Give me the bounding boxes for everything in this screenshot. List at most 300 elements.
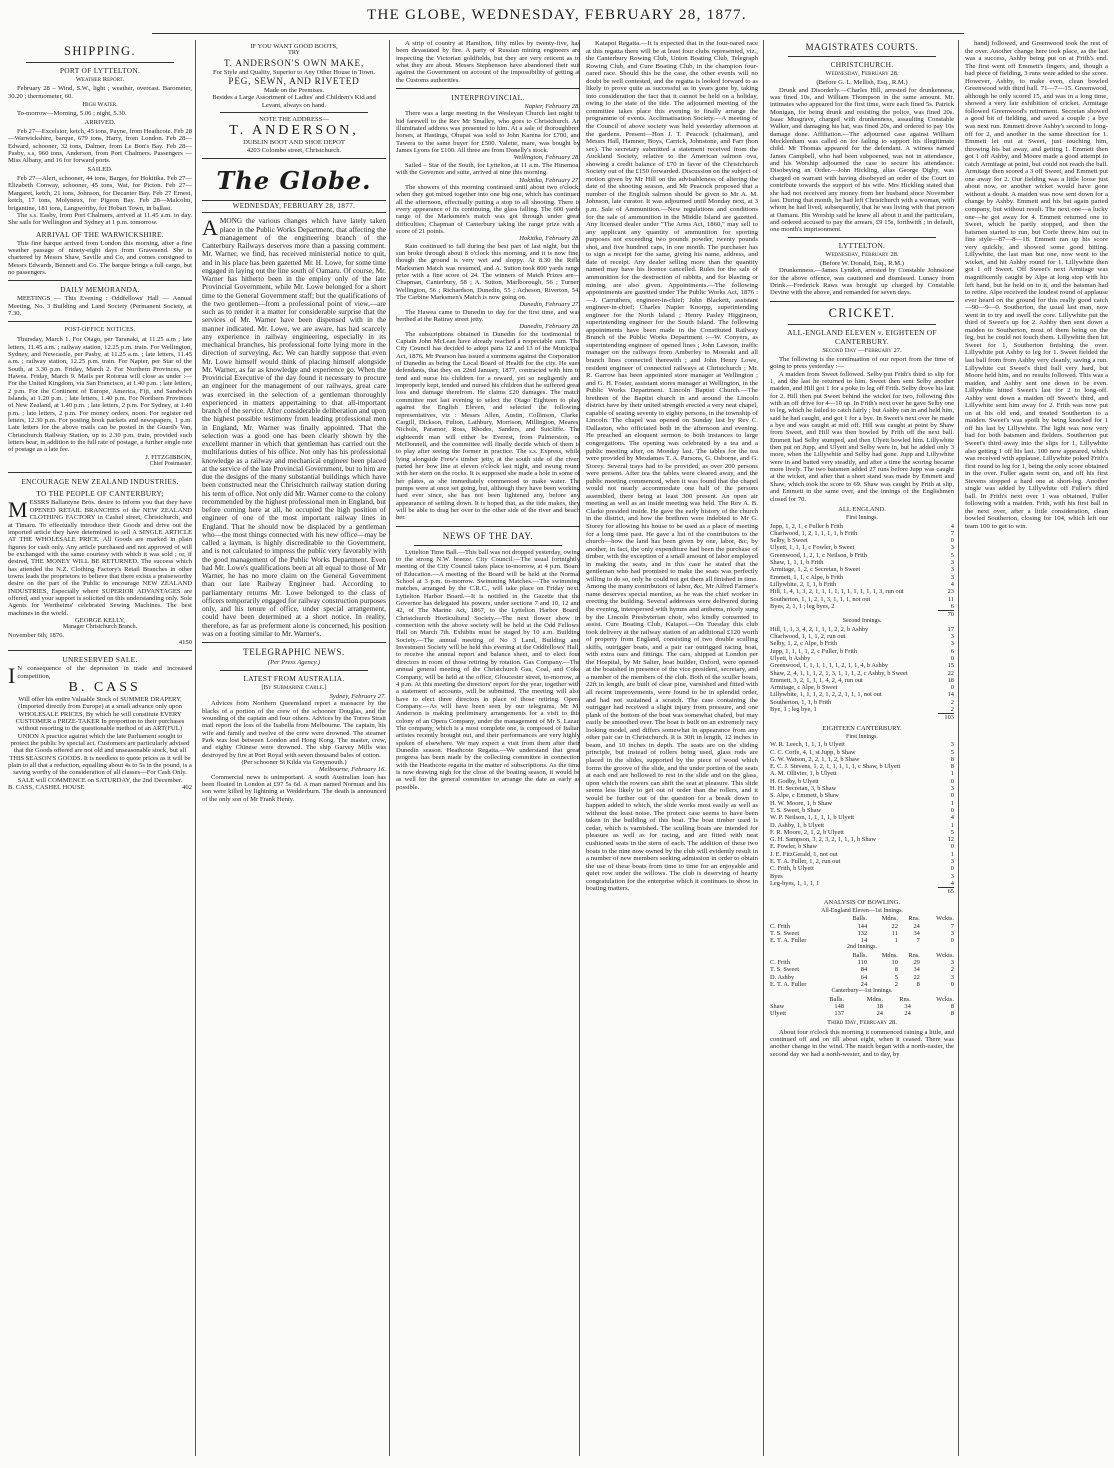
- industries-manager: Manager Christchurch Branch.: [62, 624, 138, 631]
- cricket-report: A maiden from Sweet followed. Selby put Frith's third to slip for 1, and the last he returned to him. Sweet then sent Selby another maiden, and Hill got 1 for a poke to leg off Frith. Selby drove his last for 2. Hill then put Sweet behind the wicket for two, following this with an off drive for 4—10 up. In Frith's next over he gave Selby one to leg, which he failed to catch fairly ; but Ashby ran in and held him, said he had caught, and got 1 for a bye. In Sweet's next over he made a bye and was caught at mid off. Hill was caught at point by Shaw from Sweet, and Hill was then bowled by Frith off the next ball. Emmett had Selby stumped, and then Ulyett bowled him. Lillywhite then put on Jupp, and Ulyett and Selby were in, but he added only 3 more, when the Lillywhite and Selby had gone. Jupp and Lillywhite were in and batted very steadily, and after a time the scoring became more lively. The two batsmen added 27 runs before Jupp was caught at the wicket, and after that a short stand was made by Emmett and Shaw, which took the score to 69. Shaw was caught by Frith at slip, and Emmett in the same over, and the innings of the Englishmen closed for 70.: [770, 370, 954, 503]
- analysis-value: 22: [891, 922, 898, 930]
- boots-ad-line4: For Style and Quality, Superior to Any Other House in Town.: [213, 68, 375, 76]
- score-batsman: D. Ashby, 1, b Ulyett: [770, 821, 825, 829]
- industries-date: November 6th, 1876.: [8, 631, 65, 639]
- analysis-row: [770, 937, 954, 944]
- score-runs: 6: [950, 602, 954, 610]
- analysis-column-header: Balls.: [852, 915, 868, 923]
- score-runs: 1: [950, 799, 954, 807]
- divider: [8, 650, 192, 651]
- analysis-value: 144: [857, 922, 868, 930]
- score-batsman: Charlwood, 1, 2, 1, 1, 1, 1, b Frith: [770, 529, 858, 537]
- third-day-report: About four o'clock this morning it commenced raining a little, and continued off and on till about eight, when it ceased. There was another change in the wind. The match began with a north-easter, the second day we had a north-wester, and to day, by: [770, 1028, 954, 1058]
- analysis-value: 34: [913, 966, 920, 974]
- address-note: NOTE THE ADDRESS—: [259, 116, 329, 124]
- analysis-bowler: Shaw: [770, 1002, 785, 1010]
- canterbury-first-innings-table: [770, 741, 954, 895]
- analysis-value: 24: [876, 1010, 883, 1018]
- score-row: [770, 749, 954, 756]
- editorial-dateline: WEDNESDAY, FEBRUARY 28, 1877.: [202, 200, 386, 213]
- score-row: [770, 559, 954, 566]
- globe-title: The Globe.: [216, 166, 372, 196]
- napier-news: There was a large meeting in the Wesleyan Church last night to bid farewell to the Rev Mr Smalley, who goes to Christchurch. An illuminated address was presented to him. At a sale of thoroughbred horses, at Hastings, Ohupai was sold to John Karena for £700, and Tawera to the same buyer for £500. Valette, mare, was bought by James Lyons for £100. All three are from Donelly's stock.: [396, 110, 580, 155]
- score-runs: 0: [950, 806, 954, 814]
- analysis-value: 3: [950, 929, 954, 937]
- analysis-value: 2: [950, 966, 954, 974]
- analysis-value: 11: [891, 929, 898, 937]
- score-runs: 1: [950, 770, 954, 778]
- score-runs: 0: [950, 865, 954, 873]
- post-office-heading: POST-OFFICE NOTICES.: [64, 327, 136, 334]
- memoranda-heading: DAILY MEMORANDA.: [60, 285, 140, 295]
- masthead-rule: [152, 33, 964, 34]
- score-runs: 5: [950, 551, 954, 559]
- score-runs: 1: [950, 821, 954, 829]
- sailed-heading: SAILED.: [87, 165, 113, 173]
- score-row: [770, 530, 954, 537]
- score-batsman: A. M. Ollivier, 1, b Ulyett: [770, 770, 837, 778]
- score-runs: 5: [950, 748, 954, 756]
- score-row: [770, 792, 954, 799]
- score-batsman: Bye, 1 ; leg bye, 1: [770, 706, 817, 713]
- analysis-value: 148: [834, 1002, 845, 1010]
- score-batsman: [770, 714, 938, 722]
- divider: [414, 545, 562, 546]
- divider: [396, 88, 580, 89]
- analysis-value: 0: [950, 937, 954, 945]
- christchurch-date: Wednesday, February 28.: [825, 70, 899, 77]
- score-batsman: Hill, 1, 1, 3, 4, 2, 1, 1, 1, 2, 2, b Ashby: [770, 625, 869, 633]
- hokitika-news: The showers of this morning continued until about two o'clock, when they got mixed together into one big one, which has continued all the afternoon, effectually putting a stop to all shooting. There is every appearance of its continuing, the glass falling. The 600 yards range of the Marksmen's match was got through under great difficulties; Chapman of Canterbury taking the range prize with a score of 21 points.: [396, 183, 580, 235]
- analysis-row: [770, 1010, 954, 1017]
- score-batsman: Byes: [770, 872, 783, 880]
- boots-ad-line1: IF YOU WANT GOOD BOOTS,: [250, 43, 338, 50]
- score-batsman: Byes, 2, 1, 1 ; leg byes, 2: [770, 602, 835, 610]
- score-row: [770, 552, 954, 559]
- lyttelton-magistrate: (Before W. Donald, Esq., R.M.): [820, 259, 904, 267]
- score-row: [770, 537, 954, 544]
- score-runs: 17: [947, 625, 954, 633]
- warwickshire-article: This fine barque arrived from London this morning, after a fine weather passage of ninety-eight days from Gravesend. She is chartered by Messrs Shaw, Saville and Co, and comes consigned to Messrs Edwards, Bennett and Co. The barque brings a full cargo, but no passengers.: [8, 239, 192, 276]
- australia-heading: LATEST FROM AUSTRALIA.: [243, 673, 345, 683]
- score-batsman: H. Godby, b Ulyett: [770, 777, 819, 785]
- score-runs: 18: [947, 676, 954, 684]
- cass-name: B. CASS: [68, 680, 141, 696]
- interprovincial-heading: INTERPROVINCIAL.: [451, 93, 525, 103]
- score-row: [770, 662, 954, 669]
- cricket-match-title: ALL-ENGLAND ELEVEN v. EIGHTEEN OF CANTERBURY.: [787, 327, 937, 346]
- magistrates-heading: MAGISTRATES COURTS.: [805, 42, 919, 52]
- analysis-value: 137: [834, 1010, 845, 1018]
- all-england-first-innings-table: [770, 523, 954, 619]
- analysis-value: 7: [950, 922, 954, 930]
- warwickshire-heading: ARRIVAL OF THE WARWICKSHIRE.: [35, 229, 165, 239]
- score-batsman: Greenwood, 1, 2, 1, c Neilson, b Frith: [770, 551, 867, 559]
- wellington-dateline: Wellington, February 28.: [513, 154, 580, 162]
- divider: [220, 112, 368, 113]
- score-batsman: Jupp, 1, 1, 1, 1, 2, c Fuller, b Frith: [770, 647, 858, 655]
- sydney-dateline: Sydney, February 27.: [329, 692, 386, 700]
- score-batsman: Ulyett, b Ashby: [770, 654, 811, 662]
- postmaster-signature: J. FITZGIBBON,: [145, 453, 192, 461]
- analysis-canterbury: Canterbury—1st Innings.: [831, 988, 893, 995]
- boots-ad-name: T. ANDERSON'S OWN MAKE,: [223, 57, 365, 68]
- score-batsman: W. R. Leech, 1, 1, 1, b Ulyett: [770, 741, 845, 749]
- post-office-notices: Thursday, March 1. For Otago, per Taranaki, at 11.25 a.m ; late letters, 11.45 a.m. ; railway station, 12.25 p.m. train. For Wellington, Sydney, and Newcastle, per Pasby, at 11.25 a.m. ; late letters, 11.45 a.m. ; railway station, 12.25 p.m. train. For Napier, per Star of the South, at 3.30 p.m. Friday, March 2. For Northern Provinces, per Hawea. Friday, March 9. Mails per Rotorua will close as under :— For the United Kingdom, via San Francisco, at 1.40 p.m. ; late letters, 2 p.m. For the Continent of Europe, America, Fiji, and Sandwich Islands, at 1.20 p.m. ; late letters, 1.40 p.m. For Northern Provinces of New Zealand, at 1.40 p.m. ; late letters, 2 p.m. For Sydney, at 1.40 p.m. ; late letters, 2 p.m. For money orders, noon. For register red letters, 12.30 p.m. For posting book packets and newspapers, 1 p.m. Late letters for the above mails can be posted in the Guard's Van, Christchurch Railway Station, up to 2.30 p.m. train, provided such letters bear, in addition to the full rate of postage, a further single rate of postage as a late fee.: [8, 336, 192, 454]
- analysis-value: 29: [913, 959, 920, 967]
- analysis-value: 8: [950, 1010, 954, 1018]
- christchurch-magistrate: (Before G. L. Mellish, Esq., R.M.): [816, 79, 908, 87]
- score-row: [770, 843, 954, 850]
- analysis-header-blank: [770, 996, 809, 1003]
- score-batsman: Emmett, 3, 2, 1, 1, 1, 4, 2, 4, run out: [770, 676, 863, 684]
- score-row: [770, 888, 954, 896]
- score-batsman: E. C. J. Stevens, 1, 2, 1, 1, 1, 1, 1, c Shaw, b Ulyett: [770, 763, 901, 771]
- anderson-depot: DUBLIN BOOT AND SHOE DEPOT: [243, 139, 345, 147]
- column-1: [8, 40, 192, 1456]
- score-row: [770, 714, 954, 722]
- divider: [8, 472, 192, 473]
- bowling-analysis-table-2: [770, 952, 954, 988]
- analysis-column-header: Wckts.: [936, 915, 954, 923]
- wellington-news: Sailed – Star of the South, for Lyttelton, at 11 a.m. The Hinemoa, with the Governor and suite, arrived at nine this morning.: [396, 161, 580, 177]
- divider: [396, 526, 580, 527]
- analysis-value: 24: [860, 980, 868, 988]
- analysis-row: [770, 959, 954, 966]
- analysis-value: 3: [950, 959, 954, 967]
- weather-heading: Weather Report.: [75, 76, 125, 83]
- score-runs: 3: [950, 566, 954, 574]
- boots-ad-line7: Besides a Large Assortment of Ladies' and Children's Kid and Levant, always on hand.: [212, 94, 376, 109]
- news-of-the-day: Lyttelton Time Ball.—This ball was not dropped yesterday, owing to the strong N.W. breeze. City Council.—The usual fortnightly meeting of the City Council takes place to-morrow, at 4 p.m. Board of Education.—A meeting of the Board will be held at the Normal School at 3 p.m. to-morrow. Swimming Matches.—The swimming matches, arranged by the C.R.C., will take place on Friday next. Lyttelton Harbor Board.—It is notified in the Gazette that the Governor has delegated his powers, under sections 7 and 10, 12 and 42, of The Marine Act, 1867, to the Lyttelton Harbor Board. Christchurch Horticultural Society.—The next flower show in connection with the above society will be held at the Odd Fellows' Hall on March 7th. Exhibits must be staged by 10 a.m. Building Society.—The annual meeting of No 3 Land, Building and Investment Society will be held this evening at the Oddfellows' Hall, to receive the annual report and balance sheet, and to elect four directors in room of those retiring by rotation. Gas Company.—The annual general meeting of the Christchurch Gas, Coal, and Coke Company, will be held at the office, Gloucester street, to-morrow, at 4 p.m. At this meeting the directors' report for the year, together with a statement of accounts, will be submitted. The meeting will also have to elect three directors in place of those retiring. Opera Company.—As will have been seen by our telegrams, Mr M. Anderson is making preliminary arrangements for a visit to this colony of an Opera Company, under the management of Mr S. Lazar. The company, which is a most complete one, is composed of Italian artistes recently brought out, and their performances are very highly spoken of elsewhere. We may expect a visit from them after their Dunedin season. Heathcote Regatta.—We understand that great progress has been made by the collecting committee in connection with the Heathcote regatta in the matter of subscriptions. As the time is now drawing nigh for the close of the boating season, it would be as well for the general committee to arrange the date as early as possible.: [396, 548, 580, 791]
- cass-footer-text: B. CASS, CASHEL HOUSE: [8, 784, 85, 792]
- cricket-heading: CRICKET.: [828, 305, 896, 320]
- analysis-value: 34: [913, 929, 920, 937]
- analysis-value: 8: [916, 980, 920, 988]
- cass-body: Will offer his entire Valuable Stock of SUMMER DRAPERY, (Imported directly from Europe) at a small advance only upon WHOLESALE PRICES, By which he will constitute EVERY CUSTOMER a PRIZE-TAKER In proportion to their purchases without resorting to the questionable method of an ART(FUL) UNION A practice against which the late Parliament sought to protect the public by special act. Customers are particularly advised that the Goods offered are not old and unseasonable stock, but all THIS SEASON'S GOODS. It is needless to quote prices as it will be plain to all that a reduction, equalling about 4s to 5s in the pound, is a saving worthy of the consideration of all classes—For Cash Only. SALE will COMMENCE on SATURDAY, the 2nd December.: [8, 696, 192, 784]
- score-runs: 14: [947, 691, 954, 699]
- analysis-value: 10: [891, 959, 898, 967]
- score-row: [770, 785, 954, 792]
- score-row: [770, 829, 954, 836]
- analysis-value: 2: [894, 980, 898, 988]
- news-of-the-day-heading: NEWS OF THE DAY.: [442, 530, 534, 541]
- lyttelton-court-report: Drunkenness.—James Lyndon, arrested by Constable Johnstone for the above offence, was cautioned and dismissed. Lunacy from Drink.—Frederick Raws was brought up charged by Constable Devine with the above, and remanded for seven days.: [770, 267, 954, 297]
- cricket-intro: The following is the continuation of our report from the time of going to press yesterday :—: [770, 355, 954, 371]
- analysis-bowler: D. Ashby: [770, 973, 795, 981]
- water-heading: High Water.: [82, 101, 118, 109]
- analysis-column-header: Rns.: [908, 915, 920, 923]
- score-batsman: H. W. Moore, 1, b Shaw: [770, 799, 832, 807]
- analysis-value: 24: [904, 1010, 911, 1018]
- score-row: [770, 865, 954, 872]
- score-row: [770, 523, 954, 530]
- score-batsman: Southerton, 1, 1, 2, 1, 3, 1, 1, 1, not out: [770, 595, 871, 603]
- score-batsman: Lillywhite, 2, 1, 1, b Frith: [770, 580, 837, 588]
- score-row: [770, 836, 954, 843]
- divider: [788, 237, 936, 238]
- score-row: [770, 807, 954, 814]
- column-3: [396, 40, 580, 1456]
- score-runs: 3: [950, 858, 954, 866]
- water-report: To-morrow—Morning, 5.06 ; night, 5.30.: [17, 110, 127, 118]
- anderson-name: T. ANDERSON,: [229, 123, 359, 139]
- analysis-value: 18: [876, 1002, 883, 1010]
- column-rule: [763, 40, 764, 1456]
- christchurch-court-report: Drunk and Disorderly.—Charles Hill, arrested for drunkenness, was fined 10s, and William Thompson in the same amount. Mr. intimates who appeared for the first time, were each fined 5s. Patrick Monigan, for being drunk and resisting the police, was fined 20s. Isaac Musgrave, charged with drunkenness, assaulting Constable Walker, and damaging his hat, was fined 20s, and ordered to pay 10s damage done. Affiliation.—The adjourned case against William Mecklenham was called on for failing to support his illegitimate child. Mr Thomas appeared for the defendant. A witness named James Campbell, who had been subpoened, was not in attendance, and his Worship adjourned the case to secure his attendance. Disobeying an Order.—John Hickling, alias George Digby, was charged on warrant with having disobeyed an order of the Court to contribute towards the support of his wife. Mrs Hickling stated that she had not received any money from her husband since November last. During that month, he had left Christchurch with a woman, with whom he had lived, subsequently, that he was living with that person at Oamaru. His Worship said he knew all about it and the particulars, and ordered accused to pay the arrears, £9 15s, forthwith ; in default, one month's imprisonment.: [770, 86, 954, 234]
- analysis-value: 3: [950, 973, 954, 981]
- score-batsman: Shaw, 2, 4, 1, 1, 1, 2, 1, 3, 1, 1, 1, 2, c Ashby, b Sweet: [770, 669, 908, 677]
- analysis-bowler: T. S. Sweet: [770, 966, 799, 974]
- score-batsman: Ulyett, 1, 1, 1, c Fowler, b Sweet: [770, 544, 855, 552]
- analysis-row: [770, 974, 954, 981]
- divider: [220, 670, 368, 671]
- score-runs: 0: [950, 537, 954, 545]
- boots-ad-line2: TRY: [288, 50, 300, 57]
- score-runs: 0: [950, 792, 954, 800]
- divider: [202, 642, 386, 643]
- bowling-analysis-table-1: [770, 915, 954, 944]
- analysis-column-header: Mdns.: [881, 951, 898, 959]
- cass-heading: UNRESERVED SALE.: [62, 655, 138, 665]
- score-runs: 3: [950, 633, 954, 641]
- score-row: [770, 880, 954, 888]
- score-batsman: G. H. Sampson, 3, 2, 3, 2, 1, 1, 1, b Shaw: [770, 836, 876, 844]
- score-runs: 3: [950, 544, 954, 552]
- divider: [26, 62, 174, 63]
- australia-news: Advices from Northern Queensland report a massacre by the blacks of a portion of the crew of the schooner Douglas, and the wounding of the captain and four others. Advices by the Torres Strait mail report the loss of the Isabella from Melbourne. The captain, his wife and family and twelve of the crew were drowned. The steamer Park was lost between London and Hong Kong. The master, crew, and eighty Chinese were drowned. The ship Garvey Mills was destroyed by fire at Port Royal with seven thousand bales of cotton.: [202, 700, 386, 759]
- score-runs: 8: [950, 755, 954, 763]
- column-2: [202, 40, 386, 1456]
- news-of-the-day-continued: Kaiapoi Regatta.—It is expected that in the four-oared race at this regatta there will be at least four clubs represented, viz., the Canterbury Rowing Club, Union Boating Club, Telegraph Rowing Club, and Cure Boating Club, in the champion four-oared race. Should this be the case, the other events will no doubt be well contested, and the regatta is looked forward to as likely to prove quite as successful as in years gone by, taking into consideration the fact that it cannot be held on a holiday, owing to the state of the tide. The adjourned meeting of the committee takes place this evening to finally arrange the programme of events. Acclimatisation Society.—A meeting of the Council of above society was held yesterday afternoon at the gardens. Present—Hon J. T. Peacock (chairman), and Messrs Hall, Hamner, Boys, Carrick, Johnstone, and Farr (hon sec). The secretary submitted a statement received from the Auckland Society, relative to the American salmon ova, showing a credit balance of £70 in favor of the Christchurch Society out of the £150 forwarded. Discussion on the subject of motion given by Mr Hill on the advisableness of altering the date of the shooting season, and Mr Peacock proposed that a number of the English salmon should be given to Mr A. M. Johnson, late curator. It was adjourned until Monday next, at 3 p.m. Sale of Ammunition.—New regulations and conditions for the sale of ammunition in the Middle Island are gazetted. Any licensed dealer under "The Arms Act, 1860," may sell to any applicant any quantity of ammunition for sporting purposes not exceeding two pounds powder, twenty pounds shot, and five hundred caps, in one month. The purchaser has to sign a receipt for the same, giving his name, address, and date of receipt. Any dealer selling more than the quantity named may have his licence cancelled. Rules for the sale of ammunition for the destruction of rabbits, and for blasting or mining, are also given. Appointments.—The following appointments are gazetted under The Public Works Act, 1876 :—J. Carruthers, engineer-in-chief; John Blackett, assistant engineer-in-chief; Charles Napier Knorpp, superintending engineer for the North Island ; Henry Pasley Higginson, superintending engineer for the South Island. The following appointments have been made in the Constituted Railway Branch of the Public Works Department :—W. Conyers, as superintending engineer of opened lines ; John Lawson, traffic manager on the railways from Amberley to Moeraki and all branch lines connected therewith ; and John Henry Lowe, resident engineer of connected railways at Christchurch ; Mr. R. Garrow has been appointed store manager at Wellington ; and G. H. Foster, assistant stores manager at Wellington, in the Public Works Department. Lincoln Baptist Church.—The brethren of the Baptist church in and around the Lincoln district have by their united strength erected a very neat chapel, capable of seating seventy to eighty persons, in the township of Lincoln. The chapel was opened on Sunday last by Rev C. Dallaston, who officiated both in the afternoon and evening. He preached an eloquent sermon to both instances to large congregations. The opening was celebrated by a tea and a public meeting after, on Monday last. The tables for the tea were provided by Mesdames T. A. Parsons, G. Osborne, and G. Storey. Several trays had to be provided, as over 200 persons were present. After tea the tables were cleared away, and the public meeting commenced, when it was found that the chapel would not nearly accommodate one half of the persons assembled, there being at least 300 present. An open air meeting as well as an inside meeting was held. The Rev A. B. Clarke presided inside. He gave the early history of the church in the district, and how the brethren were indebted to Mr G. Storey for allowing his house to be used as a place of meeting for a long time past. He gave a list of the contributors to the church—how the land has been given by one, labor, &c, by another, in fact, the only expenditure had been the purchase of timber, with the exception of a small amount of labor employed in making the seats, and in this case he stated that the gentleman who had promised to make the seats was perfectly willing to do so, only he could not get them all finished in time. Among the many contributors of labor, &c, Mr Alfred Farmer's name deserves special mention, as he was the chief worker in erecting the building. Several addresses were delivered during the evening, interspersed with hymns and anthems, nicely sung by the Lincoln Presbyterian choir, who kindly consented to assist. Cure Boating Club, Kaiapoi.—On Tuesday this club took delivery at the railway station of an additional £120 worth of property from England, consisting of two double sculling skiffs, outrigger boats, and a pair car outrigged racing boat, with extra oars and fittings. The cars, shipped at London per the Hospital, by Mr Salter, boat builder, Oxford, were opened at the boatshed in presence of the vice president, secretary, and a number of the members of the club. Both of the sculler boats, 22ft in length, are built of clear pine, varnished and fitted with all recent improvements, were found to be in splendid order, and had not sustained a scratch. The case containing the outrigger had received a slight injury from pressure, and one plank of the bottom of the boat was somewhat chafed, but may easily be smoothed over. The boat is built on an extremely racy looking model, and differs somewhat in appearance from any other pair car in Christchurch. It is 30ft in length, 12 inches in beam, and 10 inches in depth. The seats are on the sliding principle, but instead of rollers being used, glass rods are placed in the slides, supported by the piece of wood which forms the groove of the slide, and the under portion of the seats at each end are hollowed to rest in the slide and on the glass, upon which the rowers can shift the seat at pleasure. This slide seems less likely to get out of order than the rollers, and it would be further out of the question for a break down to happen added to which, the slide works most easily as well as without the least noise. The protect case seems to have been taken in the building of this boat. The boat timber used is cedar, which is varnished. The sculling boats are intended for pleasure as well as for racing, and are fitted with neat cushioned seats in the stern of each. The addition of these two boats to the nine now owned by the club will evidently result in a number of new members seeking admission in order to obtain the use of these boats from time to time for an enjoyable and quiet row under the willows. The club is deserving of hearty congratulation for the enterprise which it continues to show in boating matters.: [586, 40, 758, 893]
- analysis-row: [770, 923, 954, 930]
- hokitika-dateline-2: Hokitika, February 28.: [519, 235, 580, 243]
- score-row: [770, 691, 954, 698]
- all-england-heading: ALL ENGLAND.: [838, 505, 886, 513]
- score-runs: 1: [950, 850, 954, 858]
- analysis-value: 34: [904, 1002, 911, 1010]
- score-batsman: Southerton, 1, 1, b Frith: [770, 698, 832, 706]
- score-runs: 3: [950, 785, 954, 793]
- score-row: [770, 778, 954, 785]
- score-runs: 103: [938, 714, 954, 722]
- analysis-column-header: Balls.: [829, 995, 845, 1003]
- score-runs: 11: [947, 595, 954, 603]
- boots-ad-line6: Made on the Premises.: [263, 87, 325, 95]
- australia-sub: [By Submarine Cable.]: [261, 683, 327, 691]
- score-row: [770, 822, 954, 829]
- cass-footer: [8, 784, 192, 791]
- score-runs: 4: [950, 879, 954, 887]
- score-row: [770, 633, 954, 640]
- analysis-bowler: E. T. A. Fuller: [770, 937, 807, 945]
- score-row: [770, 603, 954, 611]
- lyttelton-heading: LYTTELTON.: [838, 240, 886, 250]
- analysis-row: [770, 966, 954, 973]
- australia-news-continued: A strip of country at Hamilton, fifty miles by twenty-five, has been devastated by fire. A party of Russian mining engineers are inspecting the Victorian goldfields, but they are very reticent as to what they are about. Messrs Stephenson have abandoned their suit against the Government on account of the impossibility of getting at the Customs authorities.: [396, 40, 580, 84]
- score-runs: 6: [950, 647, 954, 655]
- arrived-list: Feb 27—Excelsior, ketch, 45 tons, Payne, from Heathcote. Feb 28—Warwickshire, barque, 679 tons, Harry, from London. Feb 28—Edward, schooner, 32 tons, Dalmer, from Le Bon's Bay. Feb 28—Pasby, s.s, 960 tons, Anderson, from Port Chalmers. Passengers — Miss Albany, and 16 for forward ports.: [8, 128, 192, 165]
- bowling-analysis-table-3: [770, 996, 954, 1018]
- third-day-heading: Third Day, February 28.: [827, 1019, 897, 1027]
- analysis-column-header: Balls.: [852, 951, 868, 959]
- column-5: [770, 40, 954, 1456]
- analysis-bowler: T. S. Sweet: [770, 929, 799, 937]
- score-batsman: C. Frith, b Ulyett: [770, 865, 814, 873]
- score-row: [770, 706, 954, 714]
- analysis-column-header: Rns.: [899, 995, 911, 1003]
- score-runs: 3: [950, 573, 954, 581]
- telegraphic-heading: TELEGRAPHIC NEWS.: [243, 647, 345, 658]
- analysis-value: 5: [894, 973, 898, 981]
- score-row: [770, 763, 954, 770]
- canterbury-first-innings: First Innings.: [845, 733, 878, 740]
- analysis-column-header: Wckts.: [936, 995, 954, 1003]
- cricket-day: Second Day —February 27.: [822, 346, 902, 354]
- industries-ad-text: [8, 499, 192, 617]
- cricket-report-continued: hand) followed, and Greenwood took the rest of the over. Another change here took place, as the last was a success, Ashby being put on at Frith's end. The first went off Emmett's fingers, and, though a bad piece of fielding, 3 runs were added to the score. However, Ashby, to make even, clean bowled Greenwood with third ball. 71—7—15. Greenwood, although he only scored 15, and was in a long time, showed a very fair exhibition of cricket. Armitage followed Greenwood's retirement. Secretan showed a good bit of fielding, and saved a couple ; a bye was next run. Emmett drove Ashby's second to long-off for 2, and another in the same direction for 1. Emmett let out at Sweet, just touching him, throwing his bat away, and getting 1. Emmett then got 1 off Ashby, and Moore made a good attempt to catch Armitage at point, but could not reach the ball. Armitage then scored a 3 off Sweet, and Emmett put one away for 2. Our fielding was a little loose just about now, or another wicket would have gone without a doubt. A maiden was now sent down for a change by Ashby. Emmett and his bat again parted company, but without result. The next one—a lucky one—he got away for 4. Emmett returned one to Sweet, which he partly stopped, and then the batsmen started to run, but Corfe threw him out in fine style—87—8—18. Emmett ran up his score very quickly, and showed some good hitting. Lillywhite, the last man but one, now went to the wicket, and hit Ashby round for 1. Lillywhite then got 1 off Sweet. Off Sweet's next Armitage was magnificently caught by Alpe at long stop with his left hand, but he held on to it, and the batsman had to retire. Alpe received the loudest round of applause ever heard on the ground for this really good catch—90—9—0. Southerton, the usual last man, now went in to try and swell the core. Lillywhite put the third of Sweet's up for 2. Ashby then sent down a maiden to Southerton, most of them being on the leg, but he could not touch them. Lillywhite then hit Sweet for 1, Southerton finishing the over. Lillywhite put Ashby to leg for 1. Sweet fielded the last ball from from Ashby very cleanly, saving a run. Lillywhite cut Sweet's third ball very hard, but Moore held him, and no results followed. This was a maiden, and Ashby sent one down to be even. Lillywhite hitted Sweet's last for 2 to long-off. Ashby sent down a maiden off Sweet's third, and Lillywhite sent him away for 2. Frith was now put on at his old end, and treated Southerton to a maiden. Sweet's was spoilt by being knocked for 1 off his last by Lillywhite. The light was now very bad for both batsmen and fielders. Southerton put Sweet's third away into the slips for 1, Lillywhite also getting 1 off his last. 100 now appeared, which was received with applause. Lillywhite poked Frith's first round to leg for 1, being the only score obtained in the over. Fuller again went on, and off his first Stevens stopped a hard one at short-leg. Another single was added by Lillywhite off Fuller's third ball. In Frith's next over 1 was obtained, Fuller following with a maiden. Frith, with his first ball in the next over, after a little consideration, clean bowled Southerton, closing for 104, which left our team 100 to get to win.: [965, 40, 1108, 530]
- dropcap-m: M: [8, 497, 28, 523]
- score-batsman: Hill, 1, 4, 1, 3, 2, 1, 1, 1, 1, 1, 1, 1, 1, 1, 1, 3, run out: [770, 588, 904, 596]
- score-row: [770, 611, 954, 619]
- analysis-sub: All-England Eleven—1st Innings.: [821, 907, 903, 914]
- divider: [202, 158, 386, 159]
- score-batsman: W. P. Neilson, 1, 1, 1, 1, b Ulyett: [770, 814, 855, 822]
- score-batsman: Armitage, c Alpe, b Sweet: [770, 684, 838, 692]
- boots-ad-peg: PEG, SEWN, AND RIVETED: [228, 76, 360, 87]
- analysis-value: 22: [913, 973, 920, 981]
- melbourne-news: Commercial news is unimportant. A south Australian loan has been floated in London at £97 5s 6d. A man named Norman and his son were killed by lightning at Wedderburn. The death is announced of the only son of Mr Frank Henty.: [202, 773, 386, 803]
- score-runs: 65: [938, 888, 954, 896]
- score-batsman: [770, 611, 938, 619]
- score-row: [770, 566, 954, 573]
- score-row: [770, 544, 954, 551]
- analysis-header-row: [770, 915, 954, 922]
- analysis-header-row: [770, 996, 954, 1003]
- score-runs: 23: [947, 588, 954, 596]
- score-batsman: Leg-byes, 1, 1, 1, 1: [770, 879, 820, 887]
- sailed-list: Feb 27—Alert, schooner, 44 tons, Barges, for Hokitika. Feb 27—Elizabeth Conway, schooner, 45 tons, Wat, for Picton. Feb 27—Margaret, ketch, 21 tons, Johnson, for Decanter Bay. Feb 27 Ernest, ketch, 17 tons, Molyneux, for Pigeon Bay. Feb 28—Malcolm, brigantine, 181 tons, Langworthy, for Hobart Town, in ballast.: [8, 175, 192, 212]
- score-batsman: Selby, b Sweet: [770, 537, 808, 545]
- score-batsman: E. T. A. Fuller, 1, 2, run out: [770, 858, 841, 866]
- analysis-value: 1: [894, 937, 898, 945]
- score-runs: 70: [938, 611, 954, 619]
- score-row: [770, 770, 954, 777]
- hokitika-dateline: Hokitika, February 27.: [519, 176, 580, 184]
- editorial-text: [202, 217, 386, 638]
- score-runs: 2: [950, 706, 954, 713]
- analysis-row: [770, 981, 954, 988]
- easby-note: The s.s. Easby, from Port Chalmers, arrived at 11.45 a.m. to day. She sails for Wellington and Sydney at 1 p.m. tomorrow.: [8, 211, 192, 227]
- score-runs: 3: [950, 872, 954, 880]
- dunedin-news-2: The subscriptions obtained in Dunedin for the testimonial to Captain John McLean have already reached a respectable sum. The City Council has decided to adopt parts 12 and 13 of the Municipal Act, 1876. Mr Pearson has issued a summons against the Corporation of Dunedin as being the Local Board of Health for the city. He sues defendants, that they on 22nd January, 1877, contracted with him to tend and nurse his children for a reward, yet so negligently and improperly kept, tended and nursed his children that he suffered great loss and damage therefrom. He claims £20 damages. The match committee met last evening to select the Otago Eighteen to play against the English Eleven, and selected the following representatives, viz : Messrs Allen, Austin, Collinson, Clarke, Cargill, Dickson, Fulton, Lathbury, Morrison, Millington, Meares, Nichols, Paramor, Ross, Rhodes, Sanders, and Sutcliffe. The eighteenth man will either be Everest, from Palmerston, or McDonnell, and the committee will finally decide which of them is to play after seeing the former in practice. The s.s. Express, while lying alongside Frew's timber jetty, at the south side of the river, parted her bow line at eleven o'clock last night, and swung round with her stern on the rocks. It is supposed she made a hole in some of her plates, as she immediately commenced to make water. The pumps were at once set going, but, although they have been working hard ever since, she has not been lightened any, before any appearance of settling down. It is hoped that, as the tide makes, they will be able to drag her over to the other side of the river and beach her.: [396, 330, 580, 522]
- score-batsman: S. Alpe, c Emmett, b Shaw: [770, 792, 839, 800]
- analysis-header-blank: [770, 952, 839, 959]
- arrived-heading: ARRIVED.: [84, 118, 116, 126]
- score-runs: 5: [950, 828, 954, 836]
- analysis-bowler: Ulyett: [770, 1010, 786, 1018]
- score-batsman: Shaw, 1, 1, 1, b Frith: [770, 559, 824, 567]
- score-runs: 0: [950, 684, 954, 692]
- all-england-second-innings-table: [770, 626, 954, 722]
- newspaper-masthead: THE GLOBE, WEDNESDAY, FEBRUARY 28, 1877.: [367, 7, 747, 23]
- analysis-column-header: Mdns.: [881, 915, 898, 923]
- column-rule: [958, 40, 959, 1456]
- score-runs: 4: [950, 814, 954, 822]
- column-rule: [389, 40, 390, 1456]
- divider: [8, 280, 192, 281]
- score-batsman: Armitage, 1, 2, c Secretan, b Sweet: [770, 566, 861, 574]
- score-batsman: Emmett, 1, 1, c Alpe, b Frith: [770, 573, 844, 581]
- divider: [788, 324, 936, 325]
- score-runs: 0: [950, 654, 954, 662]
- dunedin-dateline-2: Dunedin, February 28.: [519, 323, 580, 331]
- divider: [8, 321, 192, 322]
- analysis-value: 110: [857, 959, 868, 967]
- divider: [770, 301, 954, 302]
- score-batsman: J. E. FitzGerald, 1, not out: [770, 850, 838, 858]
- score-runs: 8: [950, 763, 954, 771]
- dropcap-i: I: [8, 663, 16, 689]
- dropcap-a: A: [202, 215, 218, 241]
- canterbury-heading: EIGHTEEN CANTERBURY.: [822, 724, 902, 732]
- score-row: [770, 655, 954, 662]
- score-row: [770, 851, 954, 858]
- score-batsman: F. R. Moore, 2, 1, 2, b Ulyett: [770, 828, 844, 836]
- score-batsman: T. S. Sweet, b Shaw: [770, 806, 822, 814]
- analysis-row: [770, 930, 954, 937]
- hokitika-news-2: Rain continued to fall during the best part of last night, but the sun broke through about 8 o'clock this morning, and it is now fine, though the ground is very wet and sloppy. At 8.30 the Rifle Marksmen Match was resumed, and A. Sutton took 800 yards range prize with a fine score of 24. The winners of Match Prizes are—Chapman, Canterbury, 58 ; A. Sutton, Marlborough, 56 ; Turner, Wellington, 56 ; Richardson, Dunedin, 55 ; Acheson, Riverton, 54. The Carbine Marksmen's Match is now going on.: [396, 242, 580, 301]
- analysis-bowler: E. T. A. Fuller: [770, 980, 807, 988]
- analysis-value: 64: [860, 973, 868, 981]
- score-runs: 4: [950, 522, 954, 530]
- analysis-bowler: C. Frith: [770, 959, 790, 967]
- postmaster-title: Chief Postmaster.: [149, 461, 192, 468]
- analysis-heading: ANALYSIS OF BOWLING.: [823, 898, 901, 906]
- analysis-bowler: C. Frith: [770, 922, 790, 930]
- score-row: [770, 640, 954, 647]
- score-batsman: Jupp, 1, 2, 1, c Fuller b Frith: [770, 522, 843, 530]
- score-batsman: [770, 888, 938, 896]
- score-batsman: Greenwood, 1, 1, 1, 1, 1, 1, 2, 1, 1, 4, b Ashby: [770, 662, 889, 670]
- score-batsman: Charlwood, 1, 1, 1, 2, run out: [770, 633, 846, 641]
- masthead: [0, 0, 1114, 36]
- ad-number: 4150: [178, 639, 192, 646]
- score-row: [770, 873, 954, 880]
- weather-report: February 28 – Wind, S.W., light ; weather, overcast. Barometer, 30.20 ; thermometer, 60.: [8, 85, 192, 100]
- column-rule: [195, 40, 196, 1456]
- napier-dateline: Napier, February 28.: [524, 103, 580, 111]
- score-runs: 4: [950, 580, 954, 588]
- port-heading: PORT OF LYTTELTON.: [59, 66, 141, 75]
- analysis-second-innings: 2nd Innings.: [847, 944, 877, 951]
- analysis-column-header: Wckts.: [936, 951, 954, 959]
- score-runs: 7: [950, 529, 954, 537]
- dunedin-news: The Hawea came to Dunedin to day for the first time, and was berthed at the Rattray street jetty.: [396, 308, 580, 324]
- cass-ad-number: 402: [182, 784, 192, 792]
- industries-signature: GEORGE KELLY,: [74, 616, 126, 624]
- analysis-value: 8: [894, 966, 898, 974]
- editorial-body: MONG the various changes which have lately taken place in the Public Works Department, that affecting the management of the engineering branch of the Canterbury Railways deserves more than a passing comment. Mr. Warner, we find, has received ministerial notice to quit, and in his place has been gazetted Mr. H. Lowe, for some time engaged in laying out the line south of Oamaru. Of course, Mr. Warner has hitherto been in the employ only of the late Provincial Government, while Mr. Lowe belonged for a short time to the General Government staff; but the qualifications of the two gentlemen—from a professional point of view,—are such as to render it a matter for considerable surprise that the services of Mr. Warner have been dispensed with in the manner indicated. Mr. Lowe, we are aware, has had scarcely any experience in railway engineering, especially in its mechanical branches, his professional forte lying more in the direction of surveying, &c. We can hardly suppose that even Mr. Lowe himself would think of placing himself alongside Mr. Warner, as far as knowledge and experience go. When the Provincial Executive of the day found it necessary to procure an engineer for the management of our railways, great care was exercised in the selection of a gentleman thoroughly experienced in matters appertaining to that all-important branch of the service. After considerable deliberation and upon the highest possible testimony from leading professional men in England, Mr. Warner was finally appointed. That the selection was a good one has been clearly shown by the excellent manner in which that gentleman has carried out the multifarious duties of his office. Not only has his professional knowledge as a railway and mechanical engineer been placed at the service of the late Provincial Government, but to him are due the designs of the many substantial buildings which have been constructed near the Christchurch railway station during his term of office. Not only did Mr. Warner come to the colony recommended by the highest professional men in England, but before coming here at all, he occupied the high position of engineer of one of the most important railway lines in England. That he should now be displaced by a gentleman who—the most things connected with his new office—may be called a layman, is highly discreditable to the Government, and is not calculated to impress the public very favorably with the good management of the Public Works Department. Even had Mr. Lowe's qualifications been at all equal to those of Mr Warner, he has no more claim on the General Government than our late Railway Engineer had. According to parliamentary returns Mr. Lowe belonged to the class of officers temporarily engaged for railway construction purposes only, and his tenure of office, under special arrangement, could have been determined at a short notice. In reality, therefore, as far as preferment alone is concerned, his position was on a footing similar to Mr. Warner's.: [202, 216, 386, 638]
- industries-body: ESSRS Ballantyne Bros. desire to inform you that they have OPENED RETAIL BRANCHES of the NEW ZEALAND CLOTHING FACTORY in Cashel street, Christchurch, and at Timaru. To effectually introduce their Goods and drive out the imported article they have determined to sell A SINGLE ARTICLE AT THE WHOLESALE PRICE. All Goods are marked in plain figures for cash only. Any article purchased and not approved of will be exchanged with the same courtesy with which it was sold ; or, if desired, THE MONEY WILL BE RETURNED. The success which has attended the N.Z. Clothing Factory's Retail Branches in other towns leads the proprietors to believe that there exists a praiseworthy desire on the part of the Public to encourage NEW ZEALAND INDUSTRIES, Especially where SUPERIOR ADVANTAGES are offered, and your support is solicited on this understanding only. Sole Agents for Wertheims' celebrated Sewing Machines. The best machines in the world.: [8, 499, 192, 617]
- analysis-value: 84: [860, 966, 868, 974]
- score-row: [770, 741, 954, 748]
- score-row: [770, 581, 954, 588]
- score-row: [770, 588, 954, 595]
- dunedin-dateline: Dunedin, February 27.: [519, 301, 580, 309]
- analysis-value: 0: [950, 980, 954, 988]
- score-batsman: G. W. Watson, 2, 2, 1, 1, 2, b Shaw: [770, 755, 860, 763]
